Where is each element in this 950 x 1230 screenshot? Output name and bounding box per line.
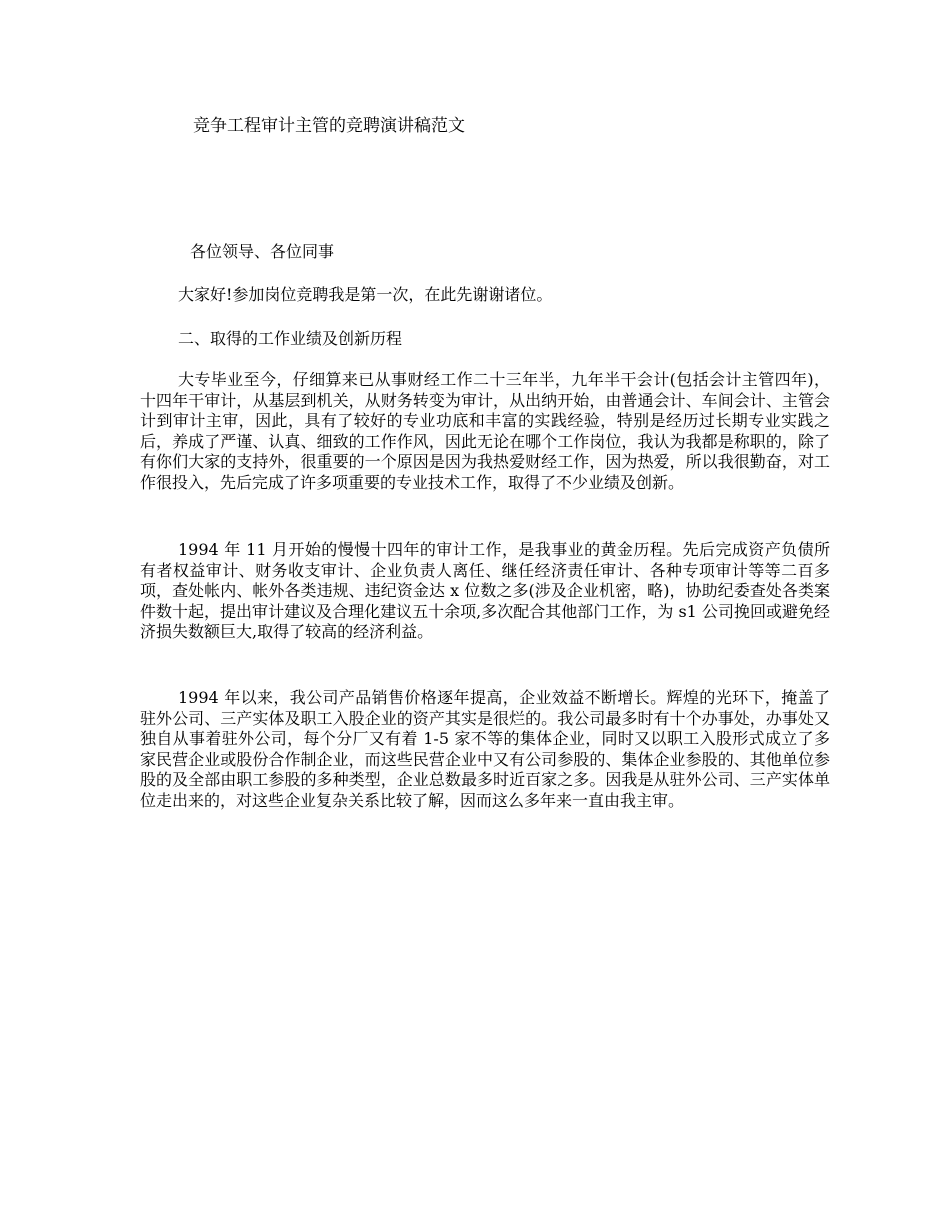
career-paragraph: 大专毕业至今，仔细算来已从事财经工作二十三年半，九年半干会计(包括会计主管四年)，十四年干审计，从基层到机关，从财务转变为审计，从出纳开始，由普通会计、车间会计、主管会计到审计主审，因此，具有了较好的专业功底和丰富的实践经验，特别是经历过长期专业实践之后，养成了严谨、认真、细致的工作作风，因此无论在哪个工作岗位，我认为我都是称职的，除了有你们大家的支持外，很重要的一个原因是因为我热爱财经工作，因为热爱，所以我很勤奋，对工作很投入，先后完成了许多项重要的专业技术工作，取得了不少业绩及创新。 — [140, 370, 830, 492]
section-heading: 二、取得的工作业绩及创新历程 — [178, 329, 403, 348]
audit-work-paragraph: 1994 年 11 月开始的慢慢十四年的审计工作，是我事业的黄金历程。先后完成资产负债所有者权益审计、财务收支审计、企业负责人离任、继任经济责任审计、各种专项审计等等二百多项，查处帐内、帐外各类违规、违纪资金达 x 位数之多(涉及企业机密，略)，协助纪委查处各类案件数十起，提出审计建议及合理化建议五十余项,多次配合其他部门工作，为 s1 公司挽回或避免经济损失数额巨大,取得了较高的经济利益。 — [140, 540, 830, 642]
company-background-paragraph: 1994 年以来，我公司产品销售价格逐年提高，企业效益不断增长。辉煌的光环下，掩盖了驻外公司、三产实体及职工入股企业的资产其实是很烂的。我公司最多时有十个办事处，办事处又独自从事着驻外公司，每个分厂又有着 1-5 家不等的集体企业，同时又以职工入股形式成立了多家民营企业或股份合作制企业，而这些民营企业中又有公司参股的、集体企业参股的、其他单位参股的及全部由职工参股的多种类型，企业总数最多时近百家之多。因我是从驻外公司、三产实体单位走出来的，对这些企业复杂关系比较了解，因而这么多年来一直由我主审。 — [140, 688, 830, 810]
document-title: 竞争工程审计主管的竞聘演讲稿范文 — [193, 116, 465, 136]
greeting-paragraph: 大家好!参加岗位竞聘我是第一次，在此先谢谢诸位。 — [178, 285, 553, 304]
salutation: 各位领导、各位同事 — [190, 242, 335, 261]
